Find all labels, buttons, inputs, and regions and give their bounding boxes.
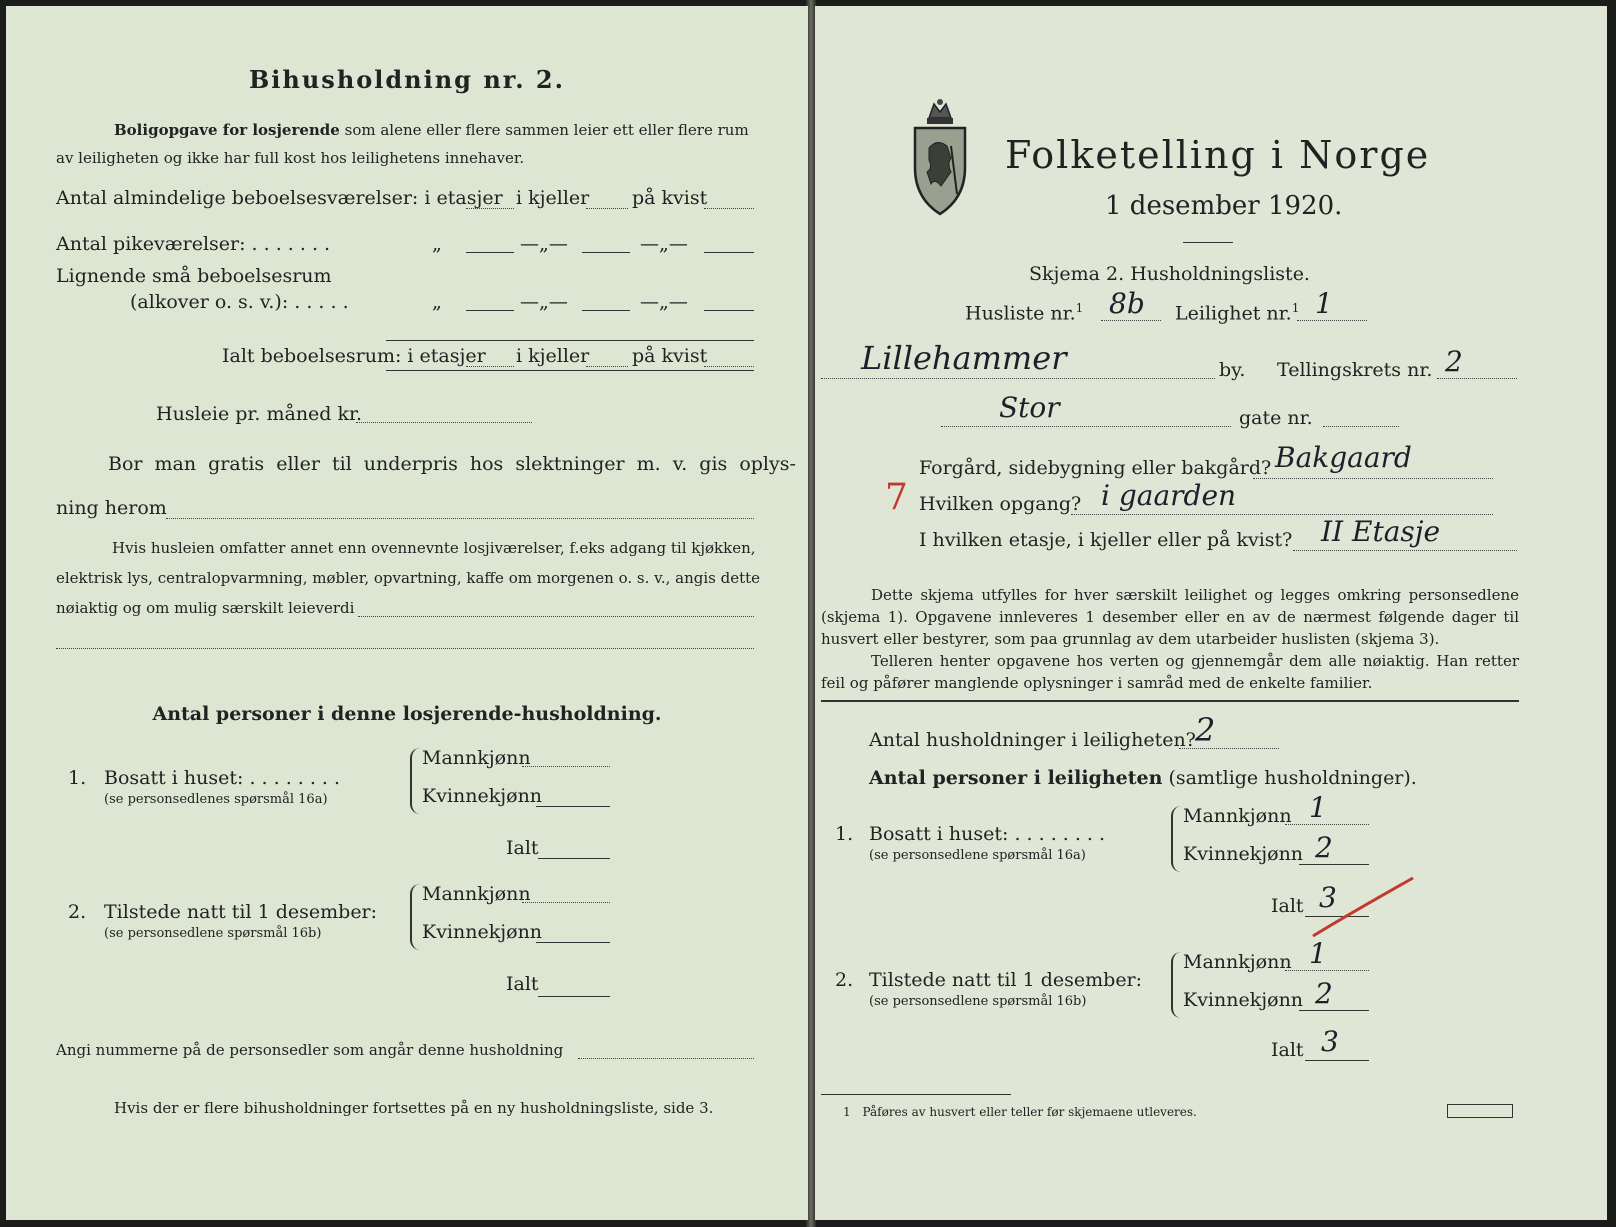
gratis-line2: ning herom: [56, 497, 167, 519]
rq1-mann-field[interactable]: [1285, 824, 1369, 825]
q1-ialt-field[interactable]: [538, 858, 610, 859]
leilighet-label: Leilighet nr.$^1$: [1175, 301, 1300, 325]
left-title: Bihusholdning nr. 2.: [249, 65, 565, 94]
instructions-rule: [821, 700, 1519, 702]
rent-label: Husleie pr. måned kr.: [156, 403, 363, 425]
ialt-etasjer-field[interactable]: [466, 366, 514, 367]
husliste-value: 8b: [1109, 287, 1145, 320]
rq2-label: Tilstede natt til 1 desember:: [869, 969, 1143, 991]
forgard-label: Forgård, sidebygning eller bakgård?: [919, 457, 1272, 479]
rq2-ialt-value: 3: [1321, 1025, 1339, 1058]
rooms-kjeller-label: i kjeller: [516, 187, 590, 209]
q2-ialt-label: Ialt: [506, 973, 539, 995]
by-label: by.: [1219, 359, 1246, 381]
krets-value: 2: [1445, 345, 1463, 378]
note-line1: Hvis husleien omfatter annet enn ovennevnte losjiværelser, f.eks adgang til kjøkken,: [112, 539, 756, 557]
forgard-value: Bakgaard: [1275, 441, 1412, 474]
rent-field[interactable]: [356, 422, 532, 423]
hush-value: 2: [1195, 711, 1216, 749]
city-field[interactable]: [821, 378, 1215, 379]
q1-label: Bosatt i huset: . . . . . . . .: [104, 767, 341, 789]
title-rule: [1183, 242, 1233, 243]
alkover-field-2[interactable]: [582, 310, 630, 311]
alkover-field-3[interactable]: [704, 310, 754, 311]
coat-of-arms-icon: [907, 98, 973, 218]
husliste-field[interactable]: [1101, 320, 1161, 321]
alkover-label: (alkover o. s. v.): . . . . .: [130, 291, 349, 313]
rooms-kvist-field[interactable]: [704, 208, 754, 209]
gratis-field[interactable]: [166, 518, 754, 519]
q1-kvinne-field[interactable]: [536, 806, 610, 807]
numbers-label: Angi nummerne på de personsedler som angår denne husholdning: [56, 1041, 564, 1059]
rq1-kvinne-label: Kvinnekjønn: [1183, 843, 1304, 865]
rq2-kvinne-field[interactable]: [1299, 1010, 1369, 1011]
instructions-p1: Dette skjema utfylles for hver særskilt leilighet og legges omkring personsedlene (skjema 1). Opgavene innleveres 1 desember eller en av de nærmest følgende dager til husvert eller bestyrer, som paa grunnlag av dem utarbeider huslisten (skjema 3).: [821, 586, 1519, 648]
alkover-ditto-1: „: [432, 291, 442, 313]
left-page: [6, 6, 808, 1220]
leilighet-value: 1: [1315, 287, 1333, 320]
footnote-rule: [821, 1094, 1011, 1095]
pike-field-2[interactable]: [582, 252, 630, 253]
rq1-num: 1.: [835, 823, 854, 845]
intro-line2: av leiligheten og ikke har full kost hos leilighetens innehaver.: [56, 149, 525, 167]
left-footer: Hvis der er flere bihusholdninger fortsettes på en ny husholdningsliste, side 3.: [114, 1099, 714, 1117]
ialt-rooms-label: Ialt beboelsesrum: i etasjer: [222, 345, 486, 367]
persons-bold: Antal personer i leiligheten: [869, 767, 1163, 789]
alkover-field-1[interactable]: [466, 310, 514, 311]
numbers-field[interactable]: [578, 1058, 754, 1059]
q2-kvinne-field[interactable]: [536, 942, 610, 943]
small-rooms-label: Lignende små beboelsesrum: [56, 265, 332, 287]
footnote-text: Påføres av husvert eller teller før skjemaene utleveres.: [862, 1105, 1197, 1119]
rq1-kvinne-value: 2: [1315, 831, 1333, 864]
rq2-ialt-label: Ialt: [1271, 1039, 1304, 1061]
rq2-kvinne-label: Kvinnekjønn: [1183, 989, 1304, 1011]
city-value: Lillehammer: [861, 339, 1067, 377]
q2-label: Tilstede natt til 1 desember:: [104, 901, 378, 923]
rq1-label: Bosatt i huset: . . . . . . . .: [869, 823, 1106, 845]
pike-ditto-3: —„—: [640, 233, 688, 255]
rq2-kvinne-value: 2: [1315, 977, 1333, 1010]
rq2-mann-label: Mannkjønn: [1183, 951, 1292, 973]
rq1-brace: [1171, 806, 1183, 872]
intro-rest: som alene eller flere sammen leier ett eller flere rum: [344, 121, 749, 139]
q2-mann-field[interactable]: [522, 902, 610, 903]
rq1-mann-value: 1: [1309, 791, 1327, 824]
note-line3: nøiaktig og om mulig særskilt leieverdi: [56, 599, 355, 617]
note-field[interactable]: [358, 616, 754, 617]
leilighet-field[interactable]: [1297, 320, 1367, 321]
schema-label: Skjema 2. Husholdningsliste.: [1029, 263, 1310, 285]
q2-kvinne-label: Kvinnekjønn: [422, 921, 543, 943]
alkover-ditto-2: —„—: [520, 291, 568, 313]
husliste-label: Husliste nr.$^1$: [965, 301, 1084, 325]
rq2-sub: (se personsedlene spørsmål 16b): [869, 994, 1087, 1009]
pike-field-3[interactable]: [704, 252, 754, 253]
q1-mann-label: Mannkjønn: [422, 747, 531, 769]
sum-rule-2: [386, 370, 754, 371]
printer-stamp: [1447, 1104, 1513, 1118]
gate-label: gate nr.: [1239, 407, 1313, 429]
opgang-label: Hvilken opgang?: [919, 493, 1082, 515]
persons-rest: (samtlige husholdninger).: [1168, 767, 1417, 789]
q2-brace: [410, 884, 422, 950]
q1-brace: [410, 748, 422, 814]
q2-mann-label: Mannkjønn: [422, 883, 531, 905]
sum-rule: [386, 340, 754, 341]
q1-num: 1.: [68, 767, 87, 789]
street-field[interactable]: [941, 426, 1231, 427]
rooms-etasjer-field[interactable]: [466, 208, 514, 209]
rq1-ialt-value: 3: [1319, 881, 1337, 914]
red-correction-mark: [1309, 874, 1419, 944]
ialt-kjeller-label: i kjeller: [516, 345, 590, 367]
pike-field-1[interactable]: [466, 252, 514, 253]
pike-label: Antal pikeværelser: . . . . . . .: [56, 233, 331, 255]
rq1-ialt-label: Ialt: [1271, 895, 1304, 917]
rq1-mann-label: Mannkjønn: [1183, 805, 1292, 827]
census-date: 1 desember 1920.: [1105, 191, 1343, 221]
rq2-mann-field[interactable]: [1285, 970, 1369, 971]
right-page: Folketelling i Norge 1 desember 1920. Skjema 2. Husholdningsliste. Husliste nr.$^1$ 8b Leilighet nr.$^1$ 1 Lillehammer by. Tellingskrets nr. 2 Stor gate nr. Forgård, sidebygning eller bakgård? Bakgaard 7 Hvilken opgang? i gaarden I hvilken etasje, i kjeller eller på kvist? II Etasje Dette skjema utfylles for hver særskilt leilighet og legges omkring personsedlene (skjema 1). Opgavene innleveres 1 desember eller en av de nærmest følgende dager til husvert eller bestyrer, som paa grunnlag av dem utarbeider huslisten (skjema 3). Telleren henter opgavene hos verten og gjennemgår dem alle nøiaktig. Han retter feil og påfører manglende oplysninger i samråd med de enkelte familier. Antal husholdninger i leiligheten? 2 Antal personer i leiligheten (samtlige husholdninger). 1. Bosatt i huset: . . . . . . . . (se personsedlene spørsmål 16a) Mannkjønn 1 Kvinnekjønn 2 Ialt 3 2. Tilstede natt til 1 desember: (se personsedlene spørsmål 16b) Mannkjønn 1 Kvinnekjønn 2 Ialt 3 1 Påføres av husvert eller teller før skjemaene utleveres.: [815, 6, 1607, 1220]
rq2-num: 2.: [835, 969, 854, 991]
alkover-ditto-3: —„—: [640, 291, 688, 313]
rq2-brace: [1171, 952, 1183, 1018]
rq1-kvinne-field[interactable]: [1299, 864, 1369, 865]
etasje-field[interactable]: [1293, 550, 1517, 551]
ialt-kvist-label: på kvist: [632, 345, 708, 367]
hush-field[interactable]: [1179, 748, 1279, 749]
rooms-kvist-label: på kvist: [632, 187, 708, 209]
note-field-2[interactable]: [56, 648, 754, 649]
rq1-sub: (se personsedlene spørsmål 16a): [869, 848, 1086, 863]
hush-label: Antal husholdninger i leiligheten?: [869, 729, 1196, 751]
q1-mann-field[interactable]: [522, 766, 610, 767]
q2-ialt-field[interactable]: [538, 996, 610, 997]
right-title: Folketelling i Norge: [1005, 133, 1431, 177]
q1-kvinne-label: Kvinnekjønn: [422, 785, 543, 807]
intro-bold: Boligopgave for losjerende: [114, 121, 340, 139]
pike-ditto-1: „: [432, 233, 442, 255]
gate-field[interactable]: [1323, 426, 1399, 427]
rooms-label: Antal almindelige beboelsesværelser: i etasjer: [56, 187, 503, 209]
ialt-kjeller-field[interactable]: [586, 366, 628, 367]
q1-ialt-label: Ialt: [506, 837, 539, 859]
krets-field[interactable]: [1437, 378, 1517, 379]
q2-sub: (se personsedlene spørsmål 16b): [104, 926, 322, 941]
forgard-field[interactable]: [1253, 478, 1493, 479]
opgang-value: i gaarden: [1101, 479, 1237, 512]
gratis-line1: Bor man gratis eller til underpris hos slektninger m. v. gis oplys-: [108, 453, 796, 475]
q2-num: 2.: [68, 901, 87, 923]
etasje-label: I hvilken etasje, i kjeller eller på kvist?: [919, 529, 1293, 551]
red-mark: 7: [885, 477, 908, 518]
note-line2: elektrisk lys, centralopvarmning, møbler, opvartning, kaffe om morgenen o. s. v., angis dette: [56, 569, 761, 587]
rooms-kjeller-field[interactable]: [586, 208, 628, 209]
ialt-kvist-field[interactable]: [704, 366, 754, 367]
etasje-value: II Etasje: [1321, 515, 1441, 548]
rq2-ialt-field[interactable]: [1305, 1060, 1369, 1061]
q1-sub: (se personsedlenes spørsmål 16a): [104, 792, 328, 807]
instructions-p2: Telleren henter opgavene hos verten og gjennemgår dem alle nøiaktig. Han retter feil og påfører manglende oplysninger i samråd med de enkelte familier.: [821, 652, 1519, 692]
pike-ditto-2: —„—: [520, 233, 568, 255]
rq2-mann-value: 1: [1309, 937, 1327, 970]
street-value: Stor: [999, 391, 1060, 424]
krets-label: Tellingskrets nr.: [1277, 359, 1433, 381]
persons-title: Antal personer i denne losjerende-husholdning.: [152, 703, 662, 725]
